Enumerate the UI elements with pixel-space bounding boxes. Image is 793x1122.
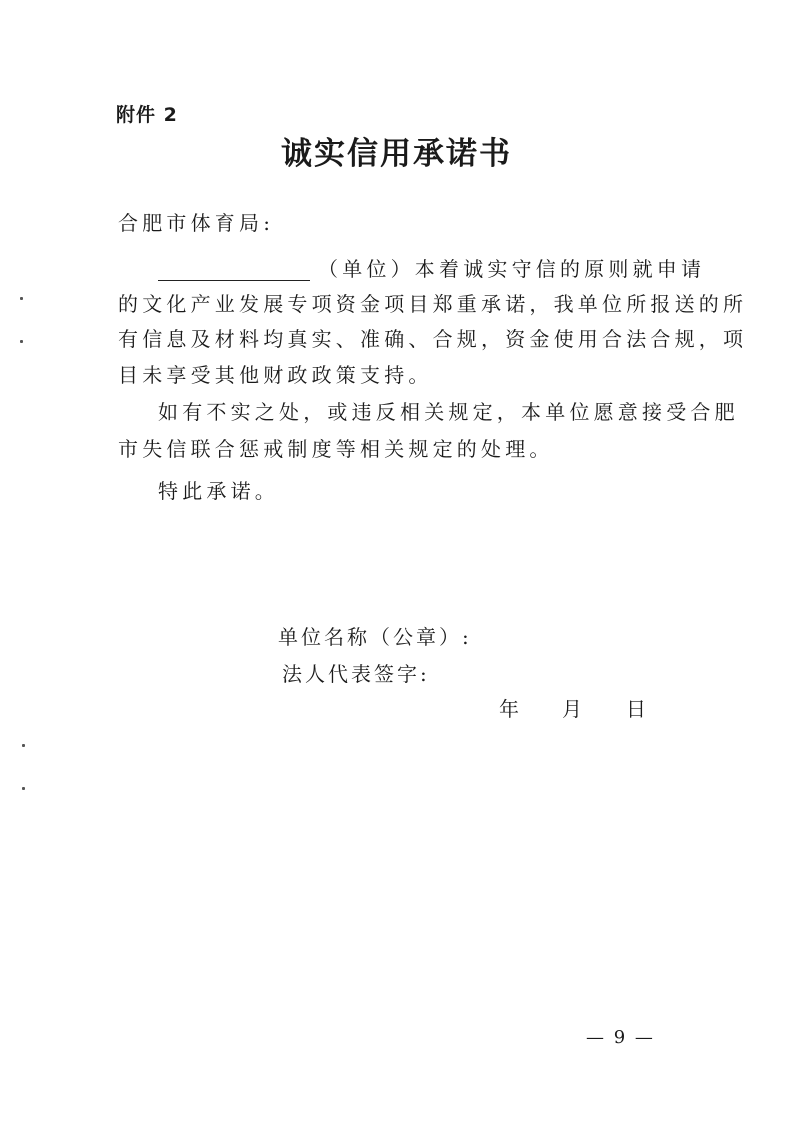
page-title: 诚实信用承诺书 xyxy=(281,136,512,172)
unit-name-blank[interactable] xyxy=(158,262,310,281)
body-line-3: 有信息及材料均真实、准确、合规，资金使用合法合规，项 xyxy=(118,327,748,351)
scan-speck xyxy=(22,744,25,747)
date-year-label: 年 xyxy=(499,697,519,721)
scan-speck xyxy=(22,787,25,790)
body-line-1 xyxy=(158,257,705,281)
body-line-5: 如有不实之处，或违反相关规定，本单位愿意接受合肥 xyxy=(158,400,739,424)
addressee: 合肥市体育局: xyxy=(118,211,275,235)
date-day-label: 日 xyxy=(626,697,646,721)
body-line-1-text: （单位）本着诚实守信的原则就申请 xyxy=(318,257,706,281)
scan-speck xyxy=(20,297,23,300)
unit-name-seal-label: 单位名称（公章）: xyxy=(278,625,472,649)
body-line-2: 的文化产业发展专项资金项目郑重承诺，我单位所报送的所 xyxy=(118,292,748,316)
date-month-label: 月 xyxy=(562,697,582,721)
attachment-label: 附件 2 xyxy=(116,104,178,126)
legal-rep-signature-label: 法人代表签字: xyxy=(282,662,430,686)
closing-statement: 特此承诺。 xyxy=(158,479,279,503)
scan-speck xyxy=(20,340,23,343)
body-line-4: 目未享受其他财政政策支持。 xyxy=(118,363,433,387)
body-line-6: 市失信联合惩戒制度等相关规定的处理。 xyxy=(118,437,554,461)
page-number: — 9 — xyxy=(586,1027,655,1048)
